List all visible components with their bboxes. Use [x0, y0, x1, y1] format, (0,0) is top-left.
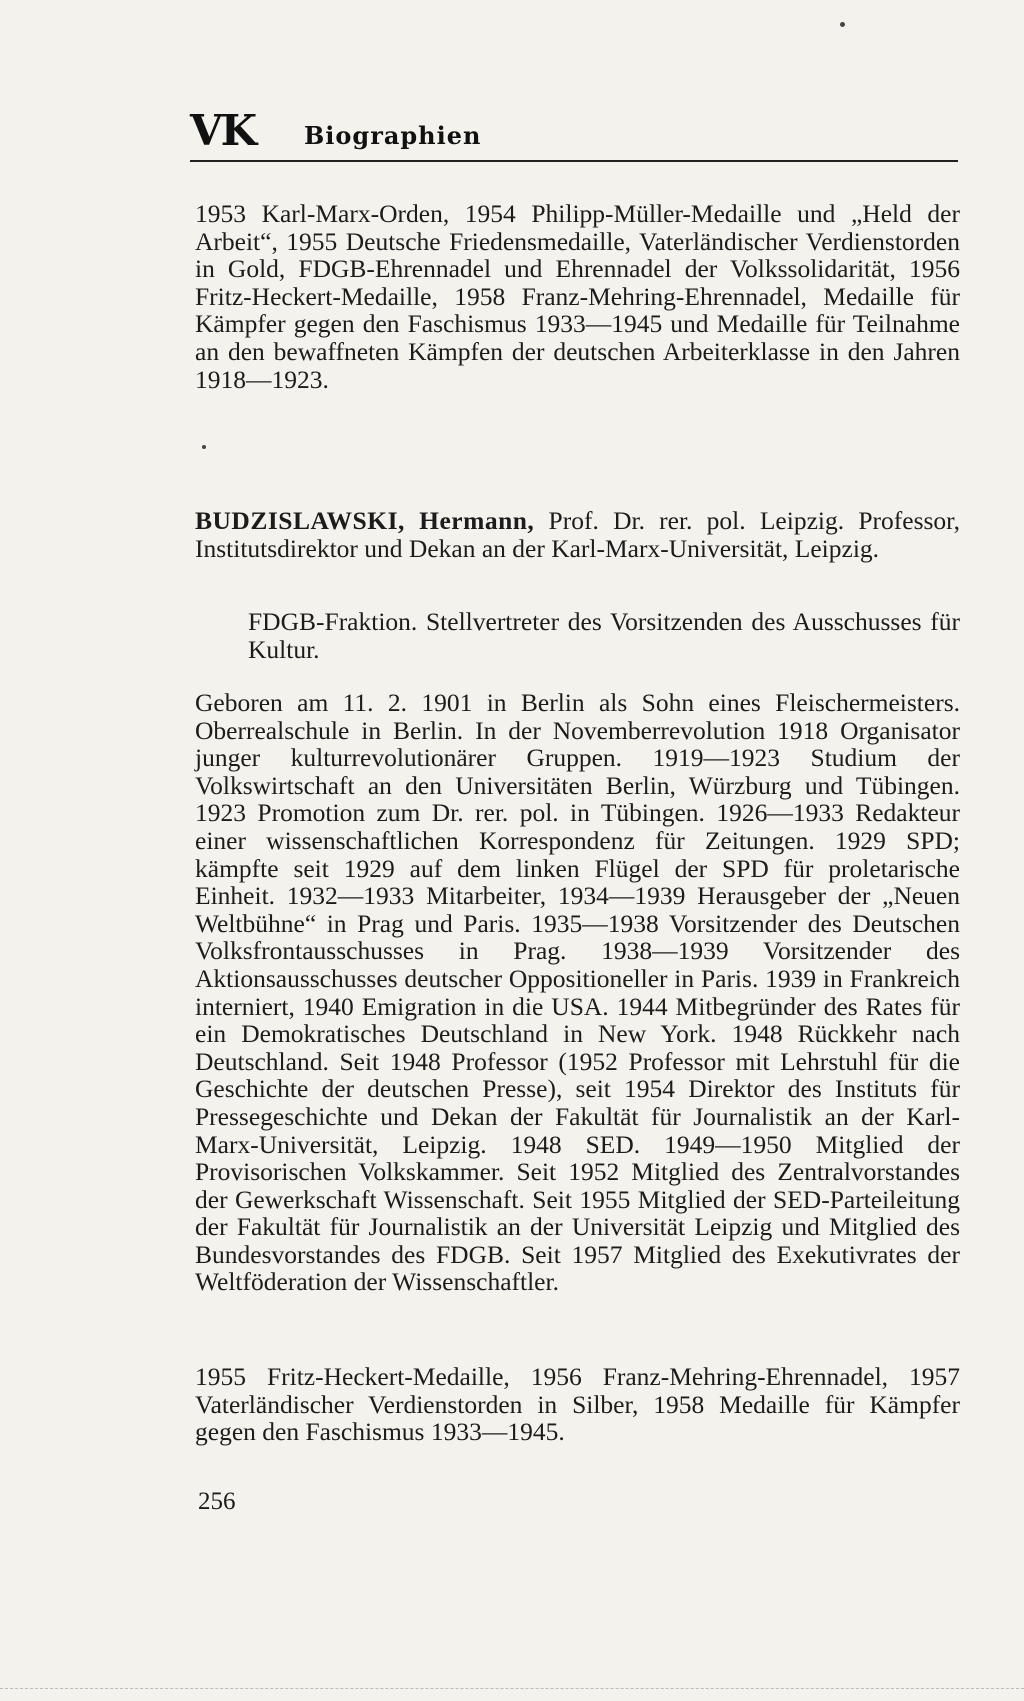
page-bottom-edge [0, 1688, 1024, 1689]
header-sigil: VK [190, 106, 256, 155]
stray-mark [840, 22, 845, 27]
header-rule [190, 160, 958, 162]
page-number: 256 [198, 1488, 236, 1515]
entry-biography-paragraph: Geboren am 11. 2. 1901 in Berlin als Sohn eines Fleischermeisters. Oberrealschule in Berlin. In der Novemberrevolution 1918 Organisator junger kulturrevolutionärer Gruppen. 1919—1923 Studium der Volkswirtschaft an den Universitäten Berlin, Würzburg und Tübingen. 1923 Promotion zum Dr. rer. pol. in Tübingen. 1926—1933 Redakteur einer wissenschaftlichen Korrespondenz für Zeitungen. 1929 SPD; kämpfte seit 1929 auf dem linken Flügel der SPD für proletarische Einheit. 1932—1933 Mitarbeiter, 1934—1939 Herausgeber der „Neuen Weltbühne“ in Prag und Paris. 1935—1938 Vorsitzender des Deutschen Volksfrontausschusses in Prag. 1938—1939 Vorsitzender des Aktionsausschusses deutscher Oppositioneller in Paris. 1939 in Frankreich interniert, 1940 Emigration in die USA. 1944 Mitbegründer des Rates für ein Demokratisches Deutschland in New York. 1948 Rückkehr nach Deutschland. Seit 1948 Professor (1952 Professor mit Lehrstuhl für die Geschichte der deutschen Presse), seit 1954 Direktor des Instituts für Pressegeschichte und Dekan der Fakultät für Journalistik an der Karl-Marx-Universität, Leipzig. 1948 SED. 1949—1950 Mitglied der Provisorischen Volkskammer. Seit 1952 Mitglied des Zentralvorstandes der Gewerkschaft Wissenschaft. Seit 1955 Mitglied der SED-Parteileitung der Fakultät für Journalistik an der Universität Leipzig und Mitglied des Bundesvorstandes des FDGB. Seit 1957 Mitglied des Exekutivrates der Weltföderation der Wissenschaftler. [195, 688, 960, 1297]
entry-surname: BUDZISLAWSKI, [195, 506, 405, 535]
entry-fraction-paragraph: FDGB-Fraktion. Stellvertreter des Vorsitzenden des Ausschusses für Kultur. [248, 607, 960, 664]
header-title: Biographien [304, 121, 482, 150]
entry-heading-paragraph [195, 507, 960, 562]
entry-awards-paragraph: 1955 Fritz-Heckert-Medaille, 1956 Franz-Mehring-Ehrennadel, 1957 Vaterländischer Verdienstorden in Silber, 1958 Medaille für Kämpfer gegen den Faschismus 1933—1945. [195, 1362, 960, 1447]
entry-title-position: Prof. Dr. rer. pol. Leipzig. Professor, Institutsdirektor und Dekan an der Karl-Marx-Universität, Leipzig. [195, 506, 961, 563]
entry-given-name: Hermann, [419, 506, 535, 535]
page-header [190, 108, 960, 160]
awards-continued-paragraph: 1953 Karl-Marx-Orden, 1954 Philipp-Müller-Medaille und „Held der Arbeit“, 1955 Deutsche Friedensmedaille, Vaterländischer Verdienstorden in Gold, FDGB-Ehrennadel und Ehrennadel der Volkssolidarität, 1956 Fritz-Heckert-Medaille, 1958 Franz-Mehring-Ehrennadel, Medaille für Kämpfer gegen den Faschismus 1933—1945 und Medaille für Teilnahme an den bewaffneten Kämpfen der deutschen Arbeiterklasse in den Jahren 1918—1923. [195, 199, 960, 394]
stray-mark [202, 445, 206, 449]
